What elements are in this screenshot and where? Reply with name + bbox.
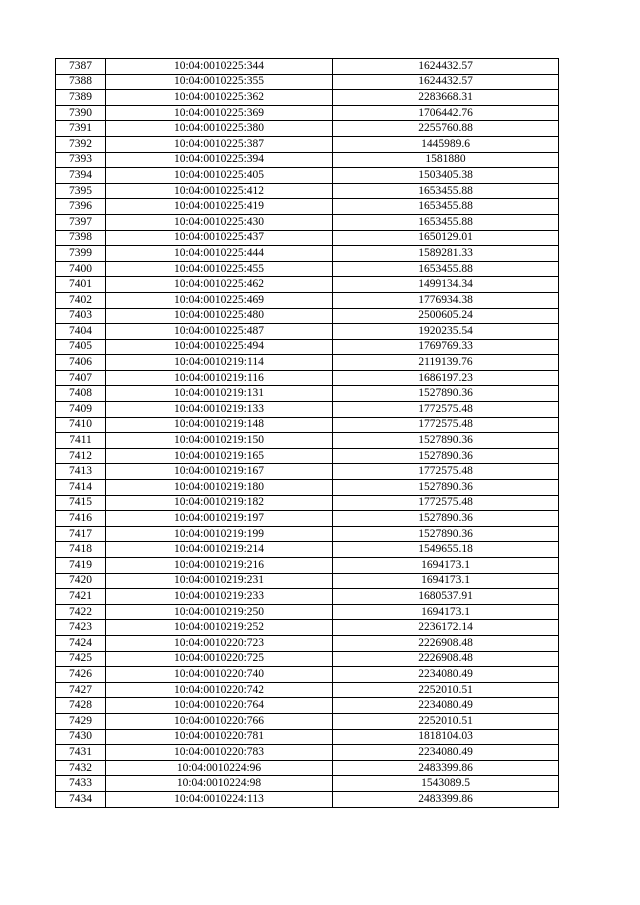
cadastral-number-cell: 10:04:0010225:430 bbox=[106, 214, 333, 230]
row-number-cell: 7430 bbox=[56, 729, 106, 745]
table-row bbox=[56, 713, 559, 729]
table-row bbox=[56, 214, 559, 230]
row-number-cell: 7403 bbox=[56, 308, 106, 324]
row-number-cell: 7407 bbox=[56, 370, 106, 386]
cadastral-number-cell: 10:04:0010225:394 bbox=[106, 152, 333, 168]
row-number-cell: 7404 bbox=[56, 324, 106, 340]
cadastral-number-cell: 10:04:0010219:231 bbox=[106, 573, 333, 589]
cadastral-number-cell: 10:04:0010220:740 bbox=[106, 667, 333, 683]
value-cell: 1772575.48 bbox=[333, 417, 559, 433]
value-cell: 2483399.86 bbox=[333, 760, 559, 776]
cadastral-number-cell: 10:04:0010219:199 bbox=[106, 526, 333, 542]
value-cell: 2500605.24 bbox=[333, 308, 559, 324]
value-cell: 1527890.36 bbox=[333, 526, 559, 542]
table-row bbox=[56, 776, 559, 792]
table-row bbox=[56, 667, 559, 683]
value-cell: 1527890.36 bbox=[333, 433, 559, 449]
cadastral-number-cell: 10:04:0010224:96 bbox=[106, 760, 333, 776]
table-row bbox=[56, 464, 559, 480]
table-row bbox=[56, 402, 559, 418]
cadastral-number-cell: 10:04:0010219:114 bbox=[106, 355, 333, 371]
table-row bbox=[56, 542, 559, 558]
row-number-cell: 7406 bbox=[56, 355, 106, 371]
row-number-cell: 7416 bbox=[56, 511, 106, 527]
row-number-cell: 7425 bbox=[56, 651, 106, 667]
value-cell: 2252010.51 bbox=[333, 713, 559, 729]
table-row bbox=[56, 635, 559, 651]
value-cell: 1772575.48 bbox=[333, 464, 559, 480]
cadastral-number-cell: 10:04:0010219:165 bbox=[106, 448, 333, 464]
cadastral-number-cell: 10:04:0010225:480 bbox=[106, 308, 333, 324]
table-row bbox=[56, 230, 559, 246]
table-row bbox=[56, 59, 559, 75]
cadastral-number-cell: 10:04:0010225:362 bbox=[106, 90, 333, 106]
row-number-cell: 7408 bbox=[56, 386, 106, 402]
table-row bbox=[56, 433, 559, 449]
value-cell: 1694173.1 bbox=[333, 604, 559, 620]
row-number-cell: 7389 bbox=[56, 90, 106, 106]
row-number-cell: 7418 bbox=[56, 542, 106, 558]
cadastral-number-cell: 10:04:0010225:344 bbox=[106, 59, 333, 75]
value-cell: 1549655.18 bbox=[333, 542, 559, 558]
table-row bbox=[56, 339, 559, 355]
cadastral-number-cell: 10:04:0010225:380 bbox=[106, 121, 333, 137]
cadastral-number-cell: 10:04:0010219:180 bbox=[106, 480, 333, 496]
value-cell: 2234080.49 bbox=[333, 698, 559, 714]
cadastral-number-cell: 10:04:0010219:250 bbox=[106, 604, 333, 620]
table-row bbox=[56, 386, 559, 402]
table-row bbox=[56, 495, 559, 511]
row-number-cell: 7413 bbox=[56, 464, 106, 480]
cadastral-number-cell: 10:04:0010219:148 bbox=[106, 417, 333, 433]
cadastral-number-cell: 10:04:0010225:437 bbox=[106, 230, 333, 246]
table-row bbox=[56, 620, 559, 636]
table-row bbox=[56, 558, 559, 574]
cadastral-number-cell: 10:04:0010225:444 bbox=[106, 246, 333, 262]
value-cell: 1920235.54 bbox=[333, 324, 559, 340]
row-number-cell: 7431 bbox=[56, 745, 106, 761]
row-number-cell: 7424 bbox=[56, 635, 106, 651]
table-row bbox=[56, 589, 559, 605]
cadastral-number-cell: 10:04:0010225:455 bbox=[106, 261, 333, 277]
value-cell: 2236172.14 bbox=[333, 620, 559, 636]
row-number-cell: 7390 bbox=[56, 105, 106, 121]
value-cell: 1581880 bbox=[333, 152, 559, 168]
cadastral-number-cell: 10:04:0010225:369 bbox=[106, 105, 333, 121]
row-number-cell: 7388 bbox=[56, 74, 106, 90]
value-cell: 2252010.51 bbox=[333, 682, 559, 698]
value-cell: 2483399.86 bbox=[333, 791, 559, 807]
data-table bbox=[55, 58, 559, 808]
table-row bbox=[56, 261, 559, 277]
row-number-cell: 7429 bbox=[56, 713, 106, 729]
value-cell: 1706442.76 bbox=[333, 105, 559, 121]
table-row bbox=[56, 682, 559, 698]
cadastral-number-cell: 10:04:0010219:233 bbox=[106, 589, 333, 605]
table-row bbox=[56, 791, 559, 807]
cadastral-number-cell: 10:04:0010219:167 bbox=[106, 464, 333, 480]
table-row bbox=[56, 511, 559, 527]
cadastral-number-cell: 10:04:0010219:216 bbox=[106, 558, 333, 574]
cadastral-number-cell: 10:04:0010220:742 bbox=[106, 682, 333, 698]
row-number-cell: 7393 bbox=[56, 152, 106, 168]
value-cell: 1769769.33 bbox=[333, 339, 559, 355]
table-row bbox=[56, 355, 559, 371]
row-number-cell: 7410 bbox=[56, 417, 106, 433]
cadastral-number-cell: 10:04:0010219:133 bbox=[106, 402, 333, 418]
cadastral-number-cell: 10:04:0010219:182 bbox=[106, 495, 333, 511]
cadastral-number-cell: 10:04:0010220:781 bbox=[106, 729, 333, 745]
value-cell: 1818104.03 bbox=[333, 729, 559, 745]
row-number-cell: 7399 bbox=[56, 246, 106, 262]
value-cell: 1503405.38 bbox=[333, 168, 559, 184]
table-row bbox=[56, 136, 559, 152]
cadastral-number-cell: 10:04:0010225:387 bbox=[106, 136, 333, 152]
cadastral-number-cell: 10:04:0010224:98 bbox=[106, 776, 333, 792]
cadastral-number-cell: 10:04:0010219:197 bbox=[106, 511, 333, 527]
row-number-cell: 7426 bbox=[56, 667, 106, 683]
cadastral-number-cell: 10:04:0010225:405 bbox=[106, 168, 333, 184]
row-number-cell: 7396 bbox=[56, 199, 106, 215]
value-cell: 1680537.91 bbox=[333, 589, 559, 605]
row-number-cell: 7391 bbox=[56, 121, 106, 137]
row-number-cell: 7411 bbox=[56, 433, 106, 449]
value-cell: 2234080.49 bbox=[333, 667, 559, 683]
cadastral-number-cell: 10:04:0010225:355 bbox=[106, 74, 333, 90]
row-number-cell: 7397 bbox=[56, 214, 106, 230]
cadastral-number-cell: 10:04:0010219:131 bbox=[106, 386, 333, 402]
row-number-cell: 7419 bbox=[56, 558, 106, 574]
table-row bbox=[56, 183, 559, 199]
row-number-cell: 7414 bbox=[56, 480, 106, 496]
row-number-cell: 7409 bbox=[56, 402, 106, 418]
cadastral-number-cell: 10:04:0010225:412 bbox=[106, 183, 333, 199]
cadastral-number-cell: 10:04:0010225:494 bbox=[106, 339, 333, 355]
row-number-cell: 7395 bbox=[56, 183, 106, 199]
table-row bbox=[56, 448, 559, 464]
table-row bbox=[56, 152, 559, 168]
cadastral-number-cell: 10:04:0010225:419 bbox=[106, 199, 333, 215]
table-body bbox=[56, 59, 559, 808]
row-number-cell: 7428 bbox=[56, 698, 106, 714]
row-number-cell: 7423 bbox=[56, 620, 106, 636]
cadastral-number-cell: 10:04:0010225:462 bbox=[106, 277, 333, 293]
row-number-cell: 7387 bbox=[56, 59, 106, 75]
row-number-cell: 7432 bbox=[56, 760, 106, 776]
value-cell: 1653455.88 bbox=[333, 183, 559, 199]
table-row bbox=[56, 417, 559, 433]
row-number-cell: 7405 bbox=[56, 339, 106, 355]
table-row bbox=[56, 324, 559, 340]
row-number-cell: 7421 bbox=[56, 589, 106, 605]
cadastral-number-cell: 10:04:0010225:469 bbox=[106, 292, 333, 308]
table-row bbox=[56, 277, 559, 293]
row-number-cell: 7434 bbox=[56, 791, 106, 807]
value-cell: 1445989.6 bbox=[333, 136, 559, 152]
row-number-cell: 7401 bbox=[56, 277, 106, 293]
cadastral-number-cell: 10:04:0010220:764 bbox=[106, 698, 333, 714]
value-cell: 1776934.38 bbox=[333, 292, 559, 308]
value-cell: 1694173.1 bbox=[333, 573, 559, 589]
table-row bbox=[56, 480, 559, 496]
value-cell: 1624432.57 bbox=[333, 74, 559, 90]
cadastral-number-cell: 10:04:0010220:723 bbox=[106, 635, 333, 651]
value-cell: 1543089.5 bbox=[333, 776, 559, 792]
row-number-cell: 7392 bbox=[56, 136, 106, 152]
value-cell: 1694173.1 bbox=[333, 558, 559, 574]
cadastral-number-cell: 10:04:0010219:252 bbox=[106, 620, 333, 636]
row-number-cell: 7433 bbox=[56, 776, 106, 792]
value-cell: 2283668.31 bbox=[333, 90, 559, 106]
value-cell: 1589281.33 bbox=[333, 246, 559, 262]
table-row bbox=[56, 308, 559, 324]
table-row bbox=[56, 292, 559, 308]
cadastral-number-cell: 10:04:0010220:725 bbox=[106, 651, 333, 667]
value-cell: 2226908.48 bbox=[333, 651, 559, 667]
row-number-cell: 7402 bbox=[56, 292, 106, 308]
value-cell: 2255760.88 bbox=[333, 121, 559, 137]
row-number-cell: 7417 bbox=[56, 526, 106, 542]
value-cell: 1624432.57 bbox=[333, 59, 559, 75]
table-row bbox=[56, 604, 559, 620]
cadastral-number-cell: 10:04:0010219:150 bbox=[106, 433, 333, 449]
value-cell: 1527890.36 bbox=[333, 386, 559, 402]
table-row bbox=[56, 526, 559, 542]
table-row bbox=[56, 105, 559, 121]
cadastral-number-cell: 10:04:0010225:487 bbox=[106, 324, 333, 340]
value-cell: 1653455.88 bbox=[333, 214, 559, 230]
table-row bbox=[56, 74, 559, 90]
table-row bbox=[56, 745, 559, 761]
row-number-cell: 7427 bbox=[56, 682, 106, 698]
value-cell: 2234080.49 bbox=[333, 745, 559, 761]
table-row bbox=[56, 370, 559, 386]
row-number-cell: 7400 bbox=[56, 261, 106, 277]
row-number-cell: 7422 bbox=[56, 604, 106, 620]
value-cell: 1653455.88 bbox=[333, 261, 559, 277]
value-cell: 1527890.36 bbox=[333, 511, 559, 527]
value-cell: 1772575.48 bbox=[333, 495, 559, 511]
cadastral-number-cell: 10:04:0010220:766 bbox=[106, 713, 333, 729]
value-cell: 1686197.23 bbox=[333, 370, 559, 386]
value-cell: 1499134.34 bbox=[333, 277, 559, 293]
row-number-cell: 7415 bbox=[56, 495, 106, 511]
cadastral-number-cell: 10:04:0010219:116 bbox=[106, 370, 333, 386]
table-row bbox=[56, 698, 559, 714]
value-cell: 1527890.36 bbox=[333, 480, 559, 496]
row-number-cell: 7398 bbox=[56, 230, 106, 246]
table-row bbox=[56, 729, 559, 745]
row-number-cell: 7394 bbox=[56, 168, 106, 184]
table-row bbox=[56, 168, 559, 184]
cadastral-number-cell: 10:04:0010220:783 bbox=[106, 745, 333, 761]
table-row bbox=[56, 199, 559, 215]
value-cell: 2119139.76 bbox=[333, 355, 559, 371]
cadastral-number-cell: 10:04:0010219:214 bbox=[106, 542, 333, 558]
value-cell: 2226908.48 bbox=[333, 635, 559, 651]
table-row bbox=[56, 651, 559, 667]
value-cell: 1527890.36 bbox=[333, 448, 559, 464]
table-row bbox=[56, 90, 559, 106]
value-cell: 1772575.48 bbox=[333, 402, 559, 418]
table-row bbox=[56, 573, 559, 589]
value-cell: 1653455.88 bbox=[333, 199, 559, 215]
row-number-cell: 7412 bbox=[56, 448, 106, 464]
table-row bbox=[56, 760, 559, 776]
table-row bbox=[56, 246, 559, 262]
row-number-cell: 7420 bbox=[56, 573, 106, 589]
value-cell: 1650129.01 bbox=[333, 230, 559, 246]
cadastral-number-cell: 10:04:0010224:113 bbox=[106, 791, 333, 807]
table-row bbox=[56, 121, 559, 137]
